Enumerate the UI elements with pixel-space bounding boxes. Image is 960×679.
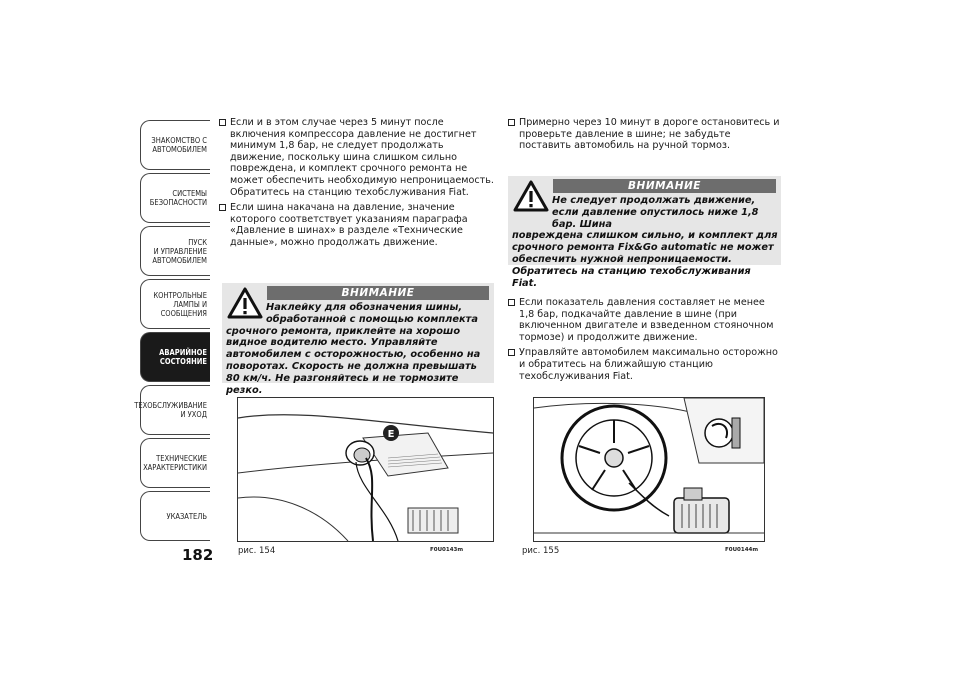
figure-155 — [533, 397, 765, 542]
warning-box — [508, 176, 781, 289]
right-column-bottom — [508, 297, 780, 386]
tab-label: ТЕХНИЧЕСКИЕ ХАРАКТЕРИСТИКИ — [143, 454, 207, 472]
bullet-item — [508, 347, 780, 382]
figure-caption: рис. 154 — [238, 546, 276, 556]
warning-text — [226, 302, 490, 396]
tab-label: ЗНАКОМСТВО С АВТОМОБИЛЕМ — [151, 136, 207, 154]
tab-start-driving[interactable] — [140, 226, 210, 276]
fuel-door-illustration — [238, 398, 493, 541]
bullet-text: Если и в этом случае через 5 минут после включения компрессора давление не достигнет минимум 1,8 бар, не следует продолжать движение, поскольку шина слишком сильно повреждена, и комплект срочного ремонта не может обеспечить необходимую непроницаемость. Обратитесь на станцию техобслуживания Fiat. — [230, 117, 494, 198]
figure-code: F0U0144m — [725, 547, 759, 553]
tab-emergency[interactable] — [140, 332, 210, 382]
bullet-item — [508, 117, 780, 152]
bullet-text: Если показатель давления составляет не менее 1,8 бар, подкачайте давление в шине (при включенном двигателе и взведенном стояночном тормозе) и продолжите движение. — [519, 297, 774, 343]
warning-text — [512, 195, 778, 289]
tab-index[interactable] — [140, 491, 210, 541]
figure-154 — [237, 397, 494, 542]
tab-maintenance[interactable] — [134, 385, 210, 435]
warning-title: ВНИМАНИЕ — [553, 179, 776, 193]
tire-compressor-illustration — [534, 398, 764, 541]
bullet-item — [219, 202, 494, 248]
tab-vehicle-intro[interactable] — [140, 120, 210, 170]
tab-label: ПУСК И УПРАВЛЕНИЕ АВТОМОБИЛЕМ — [152, 237, 207, 265]
figure-caption: рис. 155 — [522, 546, 560, 556]
tab-warning-lights[interactable] — [140, 279, 210, 329]
page-number: 182 — [182, 546, 214, 564]
warning-body: повреждена слишком сильно, и комплект для срочного ремонта Fix&Go automatic не может обеспечить нужной непроницаемости. Обратитесь на станцию техобслуживания Fiat. — [512, 230, 778, 289]
left-column — [219, 117, 494, 253]
tab-label: УКАЗАТЕЛЬ — [166, 511, 207, 521]
tab-label: СИСТЕМЫ БЕЗОПАСНОСТИ — [149, 189, 207, 207]
warning-lead: Не следует продолжать движение, если давление опустилось ниже 1,8 бар. Шина — [552, 195, 759, 230]
bullet-item — [219, 117, 494, 198]
tab-label: АВАРИЙНОЕ СОСТОЯНИЕ — [159, 348, 207, 366]
right-column-top — [508, 117, 780, 156]
warning-body: срочного ремонта, приклейте на хорошо видное водителю место. Управляйте автомобилем с осторожностью, особенно на поворотах. Скорость не должна превышать 80 км/ч. Не разгоняйтесь и не тормозите резко. — [226, 325, 481, 396]
warning-title: ВНИМАНИЕ — [267, 286, 489, 300]
bullet-text: Если шина накачана на давление, значение которого соответствует указаниям параграфа «Давление в шинах» в разделе «Технические данные», можно продолжать движение. — [230, 202, 468, 248]
callout-marker: E — [387, 429, 395, 440]
tab-label: ТЕХОБСЛУЖИВАНИЕ И УХОД — [134, 401, 207, 419]
bullet-text: Управляйте автомобилем максимально осторожно и обратитесь на ближайшую станцию техобслуживания Fiat. — [519, 347, 778, 382]
bullet-item — [508, 297, 780, 343]
figure-code: F0U0143m — [430, 547, 464, 553]
warning-box — [222, 283, 494, 396]
tab-technical-specs[interactable] — [140, 438, 210, 488]
bullet-text: Примерно через 10 минут в дороге остановитесь и проверьте давление в шине; не забудьте поставить автомобиль на ручной тормоз. — [519, 117, 780, 152]
tab-label: КОНТРОЛЬНЫЕ ЛАМПЫ И СООБЩЕНИЯ — [153, 290, 207, 318]
tab-safety-systems[interactable] — [140, 173, 210, 223]
warning-lead: Наклейку для обозначения шины, обработанной с помощью комплекта — [266, 302, 478, 325]
